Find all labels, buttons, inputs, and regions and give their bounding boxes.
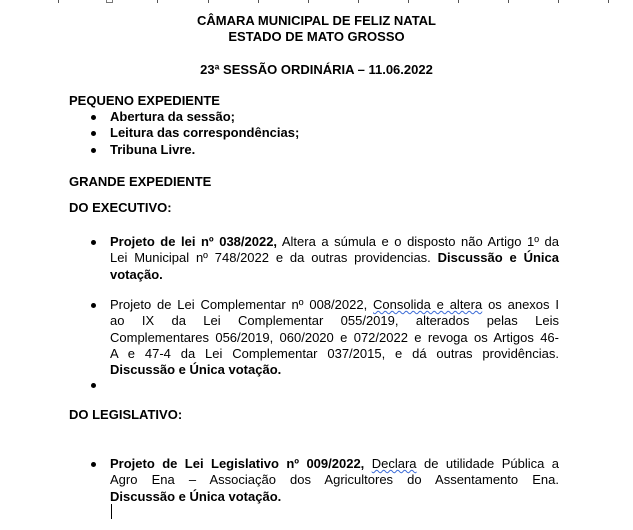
bill-description: ao IX da Lei Complementar 055/2019, alterados pelas Leis xyxy=(110,313,559,329)
bullet-icon xyxy=(91,148,96,153)
list-item: Tribuna Livre. xyxy=(110,142,196,157)
bill-description: Complementares 056/2019, 060/2020 e 072/2022 e revoga os Artigos 46- xyxy=(110,329,559,345)
bill-number: Projeto de Lei Legislativo nº 009/2022, xyxy=(110,456,365,471)
vote-note: Discussão e Única votação. xyxy=(110,488,282,504)
bill-number: Projeto de lei nº 038/2022, xyxy=(110,234,278,249)
bullet-icon xyxy=(91,462,96,467)
spellcheck-flag[interactable]: Consolida e altera xyxy=(373,297,483,312)
spellcheck-flag[interactable]: Declara xyxy=(371,456,417,471)
bullet-icon xyxy=(91,131,96,136)
vote-note: Discussão e Única votação. xyxy=(110,362,282,378)
session-title: 23ª SESSÃO ORDINÁRIA – 11.06.2022 xyxy=(200,62,433,77)
bullet-icon xyxy=(91,303,96,308)
grande-expediente-heading: GRANDE EXPEDIENTE xyxy=(69,174,212,189)
bill-description: A e 47-4 da Lei Complementar 037/2015, e dá outras providências. xyxy=(110,345,559,361)
bill-number: Projeto de Lei Complementar nº 008/2022, xyxy=(110,297,368,312)
executivo-item-1 xyxy=(110,234,559,283)
executivo-heading: DO EXECUTIVO: xyxy=(69,200,172,215)
header-state: ESTADO DE MATO GROSSO xyxy=(228,29,405,44)
bullet-icon xyxy=(91,115,96,120)
vote-note: votação. xyxy=(110,266,163,282)
vote-note: Discussão e Única xyxy=(437,250,559,266)
legislativo-item-1 xyxy=(110,456,559,505)
bill-description: Altera a súmula e o disposto não Artigo 1º da xyxy=(281,234,559,249)
bill-description: os anexos I xyxy=(488,297,559,312)
pequeno-expediente-heading: PEQUENO EXPEDIENTE xyxy=(69,93,220,108)
executivo-item-2 xyxy=(110,297,559,378)
bullet-icon xyxy=(91,240,96,245)
bill-description: de utilidade Pública a xyxy=(423,456,559,471)
list-item: Abertura da sessão; xyxy=(110,109,235,124)
text-cursor xyxy=(111,504,112,519)
bill-description: Agro Ena – Associação dos Agricultores do Assentamento Ena. xyxy=(110,472,559,488)
legislativo-heading: DO LEGISLATIVO: xyxy=(69,407,183,422)
empty-bullet-icon xyxy=(91,383,96,388)
list-item: Leitura das correspondências; xyxy=(110,125,300,140)
header-chamber: CÂMARA MUNICIPAL DE FELIZ NATAL xyxy=(196,13,437,28)
bill-description: Lei Municipal nº 748/2022 e da outras providencias. xyxy=(110,250,431,266)
